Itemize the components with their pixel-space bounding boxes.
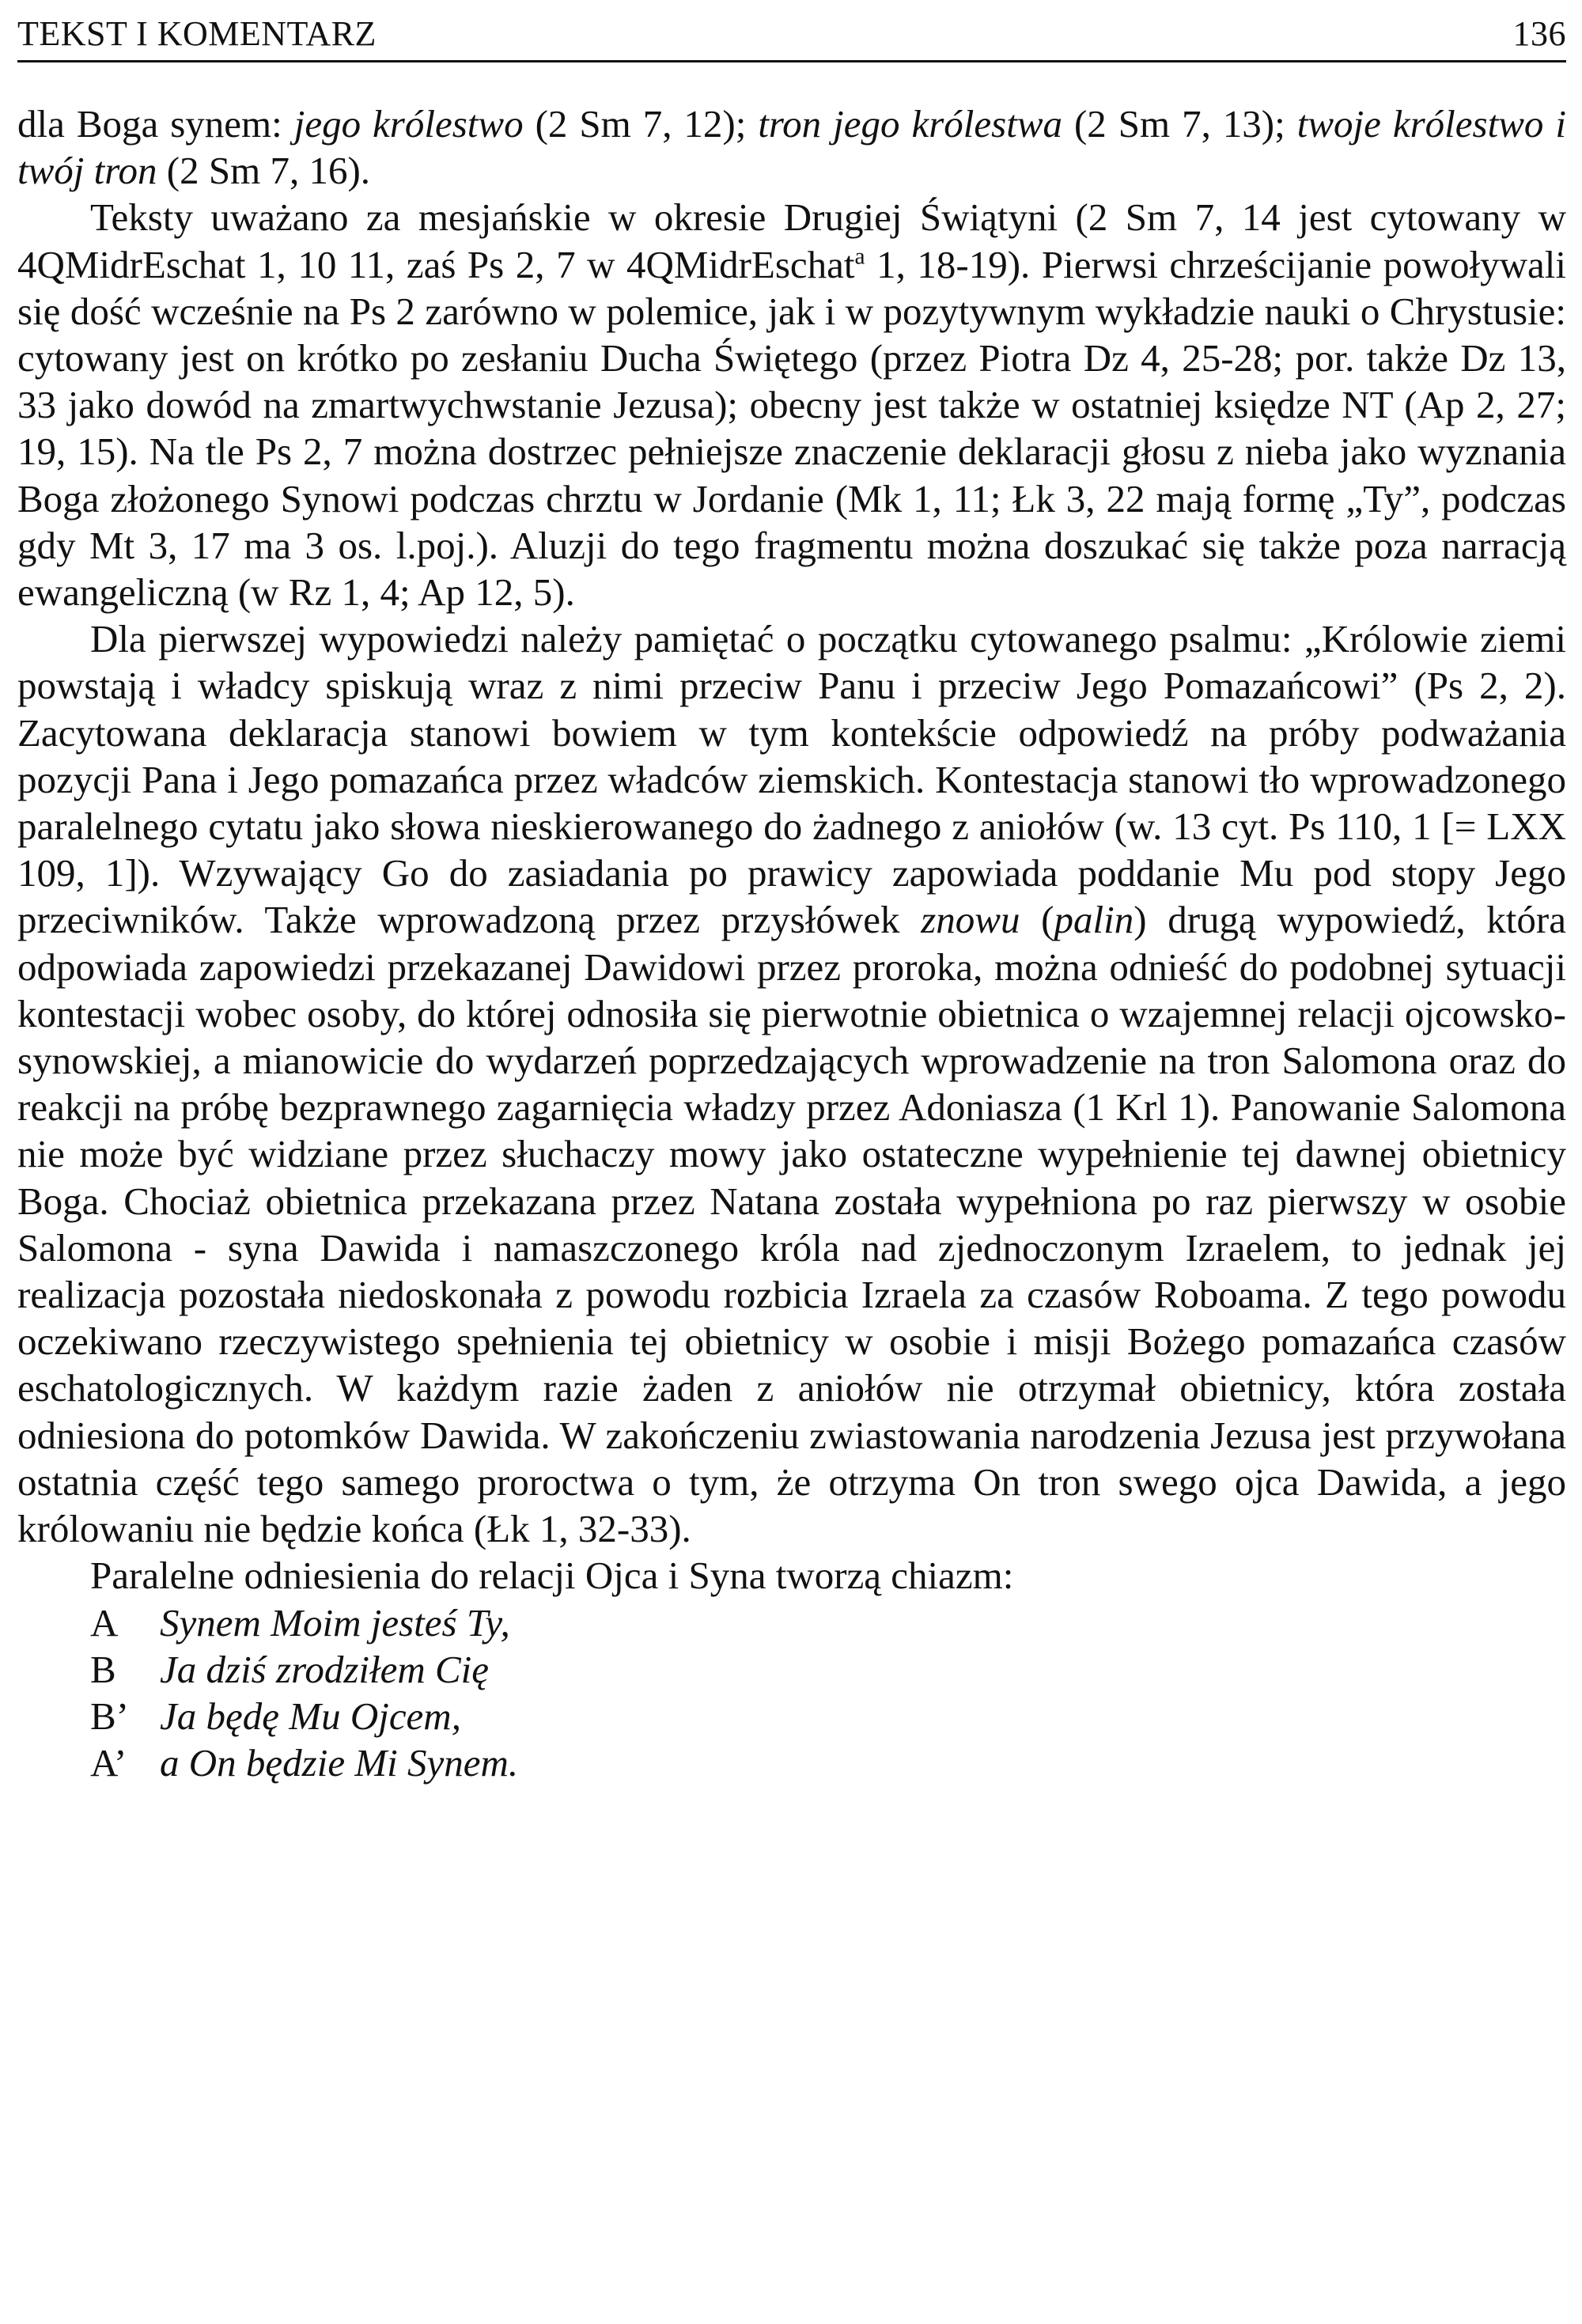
chiasm-line	[90, 1646, 1566, 1693]
chiasm-text: Synem Moim jesteś Ty,	[160, 1600, 510, 1645]
chiasm-line	[90, 1693, 1566, 1739]
page	[17, 11, 1566, 1786]
paragraph-1: dla Boga synem: jego królestwo (2 Sm 7, 12); tron jego królestwa (2 Sm 7, 13); twoje królestwo i twój tron (2 Sm 7, 16).	[17, 102, 1566, 193]
chiasm-line	[90, 1739, 1566, 1786]
chiasm-letter: A	[90, 1600, 119, 1645]
body-text	[17, 100, 1566, 1786]
chiasm-line	[90, 1599, 1566, 1646]
chiasm-letter: B	[90, 1647, 116, 1691]
paragraph-2: Teksty uważano za mesjańskie w okresie Drugiej Świątyni (2 Sm 7, 14 jest cytowany w 4QMidrEschat 1, 10 11, zaś Ps 2, 7 w 4QMidrEschat$^a$ 1, 18-19). Pierwsi chrześcijanie powoływali się dość wcześnie na Ps 2 zarówno w polemice, jak i w pozytywnym wykładzie nauki o Chrystusie: cytowany jest on krótko po zesłaniu Ducha Świętego (przez Piotra Dz 4, 25-28; por. także Dz 13, 33 jako dowód na zmartwychwstanie Jezusa); obecny jest także w ostatniej księdze NT (Ap 2, 27; 19, 15). Na tle Ps 2, 7 można dostrzec pełniejsze znaczenie deklaracji głosu z nieba jako wyznania Boga złożonego Synowi podczas chrztu w Jordanie (Mk 1, 11; Łk 3, 22 mają formę „Ty”, podczas gdy Mt 3, 17 ma 3 os. l.poj.). Aluzji do tego fragmentu można doszukać się także poza narracją ewangeliczną (w Rz 1, 4; Ap 12, 5).	[17, 195, 1566, 615]
chiasm-letter: A’	[90, 1741, 127, 1785]
page-number: 136	[1512, 14, 1566, 53]
chiasm-text: Ja dziś zrodziłem Cię	[160, 1647, 490, 1691]
running-head-title: TEKST I KOMENTARZ	[17, 14, 377, 53]
running-head	[17, 11, 1566, 62]
paragraph-4: Paralelne odniesienia do relacji Ojca i Syna tworzą chiazm:	[90, 1554, 1014, 1598]
chiasm-letter: B’	[90, 1694, 129, 1738]
chiasm-text: a On będzie Mi Synem.	[160, 1741, 519, 1785]
chiasm-list	[17, 1599, 1566, 1787]
paragraph-3: Dla pierwszej wypowiedzi należy pamiętać o początku cytowanego psalmu: „Królowie ziemi powstają i władcy spiskują wraz z nimi przeciw Panu i przeciw Jego Pomazańcowi” (Ps 2, 2). Zacytowana deklaracja stanowi bowiem w tym kontekście odpowiedź na próby podważania pozycji Pana i Jego pomazańca przez władców ziemskich. Kontestacja stanowi tło wprowadzonego paralelnego cytatu jako słowa nieskierowanego do żadnego z aniołów (w. 13 cyt. Ps 110, 1 [= LXX 109, 1]). Wzywający Go do zasiadania po prawicy zapowiada poddanie Mu pod stopy Jego przeciwników. Także wprowadzoną przez przysłówek znowu (palin) drugą wypowiedź, która odpowiada zapowiedzi przekazanej Dawidowi przez proroka, można odnieść do podobnej sytuacji kontestacji wobec osoby, do której odnosiła się pierwotnie obietnica o wzajemnej relacji ojcowsko-synowskiej, a mianowicie do wydarzeń poprzedzających wprowadzenie na tron Salomona oraz do reakcji na próbę bezprawnego zagarnięcia władzy przez Adoniasza (1 Krl 1). Panowanie Salomona nie może być widziane przez słuchaczy mowy jako ostateczne wypełnienie tej dawnej obietnicy Boga. Chociaż obietnica przekazana przez Natana została wypełniona po raz pierwszy w osobie Salomona - syna Dawida i namaszczonego króla nad zjednoczonym Izraelem, to jednak jej realizacja pozostała niedoskonała z powodu rozbicia Izraela za czasów Roboama. Z tego powodu oczekiwano rzeczywistego spełnienia tej obietnicy w osobie i misji Bożego pomazańca czasów eschatologicznych. W każdym razie żaden z aniołów nie otrzymał obietnicy, która została odniesiona do potomków Dawida. W zakończeniu zwiastowania narodzenia Jezusa jest przywołana ostatnia część tego samego proroctwa o tym, że otrzyma On tron swego ojca Dawida, a jego królowaniu nie będzie końca (Łk 1, 32-33).	[17, 617, 1566, 1551]
superscript: a	[854, 244, 865, 270]
chiasm-text: Ja będę Mu Ojcem,	[160, 1694, 461, 1738]
